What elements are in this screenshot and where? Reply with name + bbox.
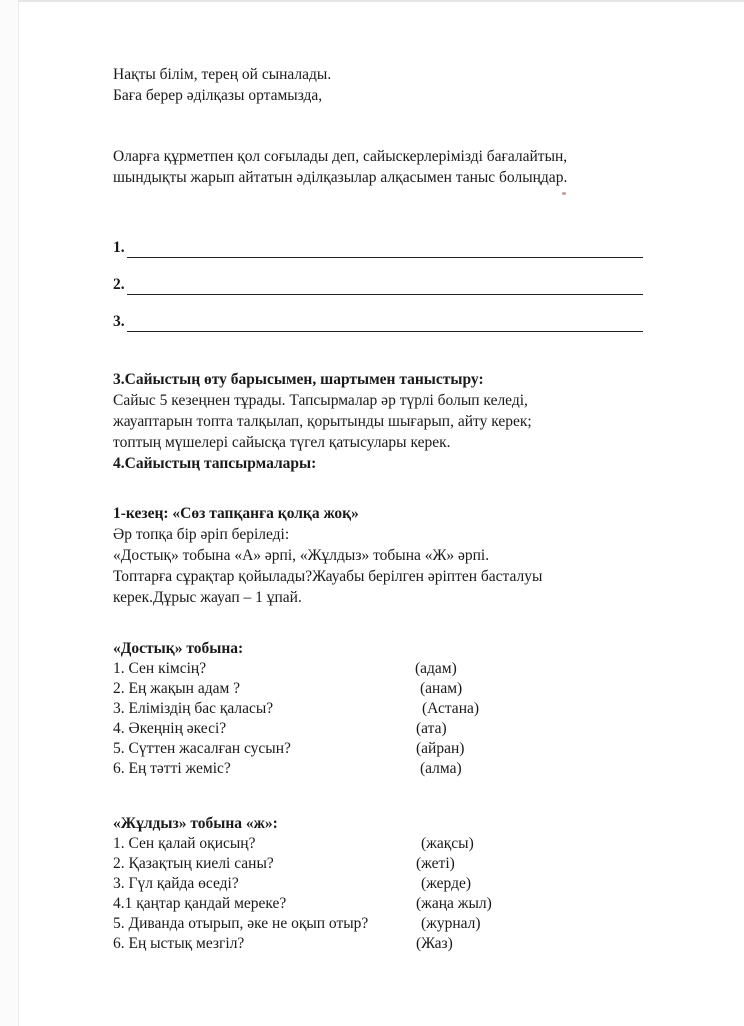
intro-paragraph-line-1: Оларға құрметпен қол соғылады деп, сайыскерлерімізді бағалайтын, xyxy=(113,148,568,165)
question-text: 5. Диванда отырып, әке не оқып отыр? xyxy=(113,915,369,932)
question-row xyxy=(113,934,513,954)
question-text: 4. Әкеңнің әкесі? xyxy=(113,720,227,737)
stage-1-heading: 1-кезең: «Сөз тапқанға қолқа жоқ» xyxy=(113,505,359,522)
question-row xyxy=(113,719,513,739)
answer-text: (айран) xyxy=(416,740,465,757)
jury-blank-line-2[interactable] xyxy=(113,276,643,298)
answer-text: (адам) xyxy=(415,660,457,677)
question-row xyxy=(113,914,513,934)
question-text: 2. Ең жақын адам ? xyxy=(113,680,241,697)
jury-blank-line-1[interactable] xyxy=(113,239,643,261)
stage-1-line-3: Топтарға сұрақтар қойылады?Жауабы берілген әріптен басталуы xyxy=(113,568,543,585)
stage-1-line-2: «Достық» тобына «А» әрпі, «Жұлдыз» тобына «Ж» әрпі. xyxy=(113,547,490,564)
intro-line-2: Баға берер әділқазы ортамызда, xyxy=(113,87,323,104)
question-row xyxy=(113,699,513,719)
answer-text: (Жаз) xyxy=(416,935,453,952)
section-4-heading: 4.Сайыстың тапсырмалары: xyxy=(113,455,317,472)
question-row xyxy=(113,834,513,854)
answer-text: (жеті) xyxy=(416,855,455,872)
scan-speck xyxy=(562,192,566,195)
section-3-line-1: Сайыс 5 кезеңнен тұрады. Тапсырмалар әр түрлі болып келеді, xyxy=(113,392,528,409)
jury-line-number: 3. xyxy=(113,313,125,330)
answer-text: (Астана) xyxy=(422,700,480,717)
section-3-line-3: топтың мүшелері сайысқа түгел қатысулары керек. xyxy=(113,434,451,451)
question-text: 1. Сен кімсің? xyxy=(113,660,207,677)
answer-text: (алма) xyxy=(420,760,462,777)
section-3-heading: 3.Сайыстың өту барысымен, шартымен таныстыру: xyxy=(113,371,484,388)
question-row xyxy=(113,874,513,894)
group-dostyk-heading: «Достық» тобына: xyxy=(113,640,244,657)
question-text: 1. Сен қалай оқисың? xyxy=(113,835,256,852)
question-row xyxy=(113,894,513,914)
question-text: 4.1 қаңтар қандай мереке? xyxy=(113,895,287,912)
question-row xyxy=(113,854,513,874)
stage-1-line-1: Әр топқа бір әріп беріледі: xyxy=(113,526,290,543)
question-row xyxy=(113,659,513,679)
intro-paragraph-line-2: шындықты жарып айтатын әділқазылар алқасымен таныс болыңдар. xyxy=(113,169,568,186)
answer-text: (анам) xyxy=(420,680,463,697)
answer-text: (журнал) xyxy=(421,915,481,932)
question-row xyxy=(113,739,513,759)
answer-text: (ата) xyxy=(416,720,447,737)
question-text: 3. Еліміздің бас қаласы? xyxy=(113,700,274,717)
answer-text: (жақсы) xyxy=(421,835,474,852)
blank-underline xyxy=(127,331,643,332)
group-zhuldyz-heading: «Жұлдыз» тобына «ж»: xyxy=(113,815,278,832)
answer-text: (жерде) xyxy=(421,875,472,892)
jury-line-number: 1. xyxy=(113,239,125,256)
stage-1-line-4: керек.Дұрыс жауап – 1 ұпай. xyxy=(113,589,302,606)
question-row xyxy=(113,679,513,699)
blank-underline xyxy=(127,257,643,258)
question-text: 6. Ең ыстық мезгіл? xyxy=(113,935,245,952)
section-3-line-2: жауаптарын топта талқылап, қорытынды шығарып, айту керек; xyxy=(113,413,532,430)
intro-line-1: Нақты білім, терең ой сыналады. xyxy=(113,66,332,83)
answer-text: (жаңа жыл) xyxy=(416,895,492,912)
jury-blank-line-3[interactable] xyxy=(113,313,643,335)
question-row xyxy=(113,759,513,779)
question-text: 6. Ең тәтті жеміс? xyxy=(113,760,231,777)
jury-line-number: 2. xyxy=(113,276,125,293)
question-text: 3. Гүл қайда өседі? xyxy=(113,875,239,892)
question-text: 5. Сүттен жасалған сусын? xyxy=(113,740,291,757)
blank-underline xyxy=(127,294,643,295)
question-text: 2. Қазақтың киелі саны? xyxy=(113,855,274,872)
